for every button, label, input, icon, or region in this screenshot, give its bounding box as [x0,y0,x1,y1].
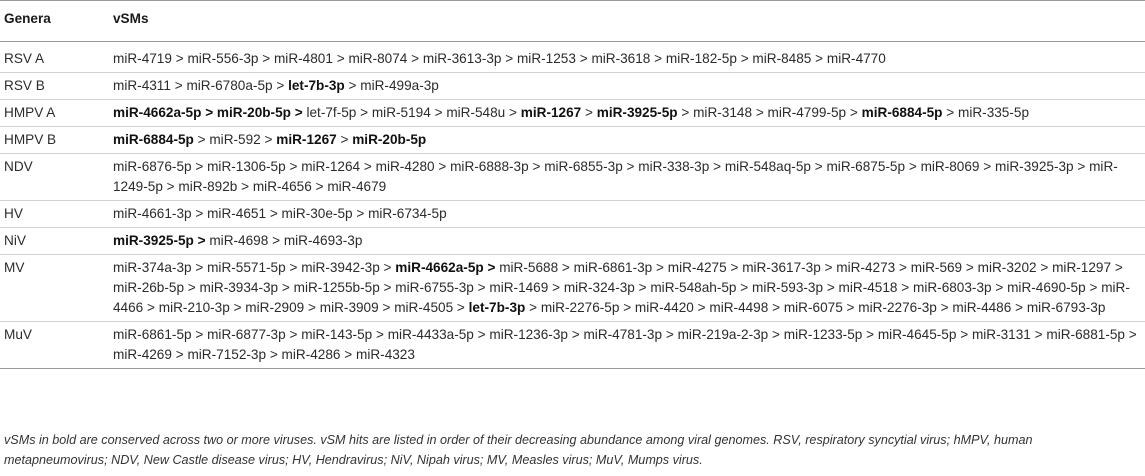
mirna-item: miR-3909 [319,300,379,315]
header-vsms: vSMs [113,1,1145,42]
mirna-item: miR-4518 [838,280,898,295]
mirna-item: miR-30e-5p [281,206,353,221]
table-row [0,73,1145,100]
order-separator: > [197,233,206,248]
order-separator: > [532,159,541,174]
mirna-item: miR-499a-3p [360,78,439,93]
mirna-item: miR-6793-3p [1026,300,1106,315]
mirna-item: miR-1297 [1052,260,1112,275]
order-separator: > [269,206,278,221]
order-separator: > [561,260,570,275]
order-separator: > [571,327,580,342]
order-separator: > [1015,300,1024,315]
mirna-item: miR-569 [910,260,963,275]
order-separator: > [241,179,250,194]
mirna-item: miR-4656 [252,179,312,194]
mirna-item: miR-6884-5p [861,105,943,120]
mirna-item: miR-4505 [394,300,454,315]
order-separator: > [713,159,722,174]
mirna-item: miR-4275 [667,260,727,275]
mirna-item: miR-324-3p [563,280,635,295]
genus-cell: RSV B [0,73,113,100]
vsm-list-cell [113,228,1145,255]
vsm-list-cell [113,42,1145,73]
order-separator: > [205,105,214,120]
mirna-item: miR-4645-5p [877,327,957,342]
order-separator: > [505,51,514,66]
mirna-item: miR-8074 [348,51,408,66]
mirna-item: miR-5571-5p [207,260,286,275]
order-separator: > [681,105,690,120]
mirna-item: miR-1267 [520,105,582,120]
order-separator: > [356,206,365,221]
order-separator: > [477,280,486,295]
mirna-item: miR-556-3p [187,51,259,66]
order-separator: > [438,159,447,174]
mirna-item: miR-7152-3p [187,347,267,362]
mirna-item: miR-4770 [826,51,886,66]
order-separator: > [552,280,561,295]
order-separator: > [1077,159,1086,174]
mirna-item: let-7f-5p [306,105,357,120]
order-separator: > [846,300,855,315]
table-row [0,154,1145,201]
order-separator: > [901,280,910,295]
order-separator: > [908,159,917,174]
order-separator: > [344,347,353,362]
order-separator: > [940,300,949,315]
order-separator: > [654,51,663,66]
mirna-item: miR-4698 [209,233,269,248]
order-separator: > [772,300,781,315]
mirna-item: miR-6876-5p [113,159,192,174]
order-separator: > [626,159,635,174]
order-separator: > [826,280,835,295]
mirna-item: miR-2909 [245,300,305,315]
vsm-list-cell [113,201,1145,228]
order-separator: > [175,347,184,362]
order-separator: > [697,300,706,315]
order-separator: > [995,280,1004,295]
mirna-item: miR-4719 [113,51,172,66]
mirna-item: miR-6855-3p [544,159,623,174]
mirna-item: miR-4466 [113,280,1130,315]
mirna-item: miR-6780a-5p [186,78,273,93]
order-separator: > [814,159,823,174]
order-separator: > [336,51,345,66]
mirna-item: miR-3131 [971,327,1031,342]
vsm-list-cell [113,100,1145,127]
genus-cell: HMPV A [0,100,113,127]
mirna-item: miR-3613-3p [422,51,502,66]
mirna-item: miR-4662a-5p [395,260,484,275]
order-separator: > [815,51,824,66]
order-separator: > [411,51,420,66]
order-separator: > [983,159,992,174]
genus-cell: HV [0,201,113,228]
mirna-item: miR-4280 [375,159,435,174]
mirna-item: miR-6884-5p [113,132,194,147]
order-separator: > [1128,327,1137,342]
mirna-item: miR-3618 [591,51,651,66]
mirna-item: miR-1469 [489,280,549,295]
table-row [0,201,1145,228]
order-separator: > [434,105,443,120]
vsm-list-cell [113,154,1145,201]
order-separator: > [585,105,593,120]
order-separator: > [147,300,155,315]
mirna-item: miR-374a-3p [113,260,192,275]
mirna-item: miR-26b-5p [113,280,185,295]
mirna-item: miR-2276-3p [858,300,937,315]
order-separator: > [195,260,204,275]
mirna-item: miR-4662a-5p [113,105,202,120]
mirna-item: miR-548u [446,105,506,120]
vsm-list-cell [113,127,1145,154]
table-row [0,42,1145,73]
mirna-item: miR-3617-3p [742,260,821,275]
mirna-item: miR-1255b-5p [293,280,380,295]
mirna-item: miR-6861-5p [113,327,192,342]
order-separator: > [269,347,278,362]
order-separator: > [264,132,273,147]
mirna-item: miR-6075 [783,300,843,315]
order-separator: > [348,78,357,93]
mirna-item: miR-3925-5p [596,105,678,120]
order-separator: > [340,132,349,147]
mirna-item: miR-143-5p [301,327,373,342]
mirna-item: miR-3925-3p [995,159,1074,174]
table-footnote: vSMs in bold are conserved across two or more viruses. vSM hits are listed in order of their decreasing abundance among viral genomes. RSV, respiratory syncytial virus; hMPV, human metapneumovirus; NDV, New Castle disease virus; HV, Hendravirus; NiV, Nipah virus; MV, Measles virus; MuV, Mumps virus. [4,433,1033,467]
mirna-item: miR-335-5p [958,105,1030,120]
mirna-item: miR-6803-3p [913,280,992,295]
order-separator: > [772,327,780,342]
mirna-item: miR-4651 [207,206,267,221]
mirna-item: miR-1233-5p [783,327,863,342]
order-separator: > [294,105,303,120]
order-separator: > [174,78,183,93]
order-separator: > [1040,260,1049,275]
mirna-item: miR-4693-3p [283,233,363,248]
mirna-item: let-7b-3p [288,78,345,93]
table-row [0,322,1145,369]
mirna-item: miR-4286 [281,347,341,362]
mirna-item: miR-6875-5p [826,159,906,174]
order-separator: > [638,280,647,295]
order-separator: > [529,300,538,315]
mirna-item: miR-1267 [276,132,337,147]
mirna-item: miR-338-3p [638,159,710,174]
order-separator: > [308,300,316,315]
order-separator: > [487,260,496,275]
mirna-item: miR-4273 [836,260,896,275]
order-separator: > [363,159,372,174]
mirna-item: miR-210-3p [158,300,230,315]
mirna-item: miR-1236-3p [489,327,568,342]
order-separator: > [899,260,907,275]
mirna-item: miR-4311 [113,78,171,93]
mirna-item: miR-6755-3p [395,280,474,295]
table-body [0,42,1145,369]
order-separator: > [197,132,206,147]
header-row [0,1,1145,42]
order-separator: > [383,280,392,295]
order-separator: > [289,159,298,174]
mirna-item: miR-4781-3p [583,327,663,342]
mirna-item: miR-548aq-5p [724,159,811,174]
order-separator: > [965,260,974,275]
order-separator: > [623,300,632,315]
order-separator: > [276,78,285,93]
table-row [0,100,1145,127]
genus-cell: MuV [0,322,113,369]
order-separator: > [382,300,391,315]
table-row [0,127,1145,154]
mirna-item: miR-182-5p [665,51,737,66]
order-separator: > [195,327,204,342]
order-separator: > [509,105,517,120]
vsm-list-cell [113,73,1145,100]
mirna-item: miR-8069 [920,159,980,174]
mirna-item: miR-1306-5p [207,159,286,174]
mirna-item: miR-593-3p [752,280,824,295]
mirna-item: miR-2276-5p [540,300,620,315]
table-row [0,255,1145,322]
mirna-item: miR-4801 [273,51,333,66]
order-separator: > [866,327,875,342]
mirna-item: miR-6881-5p [1046,327,1125,342]
order-separator: > [740,280,749,295]
genus-cell: NiV [0,228,113,255]
mirna-item: miR-4799-5p [767,105,847,120]
mirna-item: miR-4323 [356,347,415,362]
mirna-item: miR-8485 [752,51,812,66]
mirna-item: miR-20b-5p [352,132,427,147]
mirna-item: miR-6877-3p [207,327,286,342]
mirna-item: miR-5194 [371,105,431,120]
order-separator: > [272,233,281,248]
order-separator: > [730,260,739,275]
order-separator: > [166,179,175,194]
mirna-item: miR-5688 [499,260,559,275]
order-separator: > [289,260,298,275]
mirna-item: miR-892b [178,179,238,194]
header-genera: Genera [0,1,113,42]
order-separator: > [755,105,764,120]
mirna-item: miR-4679 [327,179,387,194]
order-separator: > [175,51,184,66]
mirna-item: miR-4498 [709,300,769,315]
order-separator: > [233,300,242,315]
genus-cell: RSV A [0,42,113,73]
order-separator: > [477,327,486,342]
mirna-item: miR-4269 [113,347,172,362]
vsm-list-cell [113,322,1145,369]
mirna-item: miR-20b-5p [216,105,291,120]
order-separator: > [187,280,196,295]
mirna-item: miR-4433a-5p [387,327,474,342]
order-separator: > [740,51,749,66]
order-separator: > [1089,280,1098,295]
mirna-item: miR-6888-3p [450,159,529,174]
mirna-item: miR-6734-5p [368,206,447,221]
genus-cell: HMPV B [0,127,113,154]
mirna-item: miR-1253 [516,51,576,66]
order-separator: > [262,51,271,66]
order-separator: > [665,327,674,342]
order-separator: > [289,327,298,342]
mirna-item: miR-3148 [693,105,753,120]
mirna-item: miR-219a-2-3p [677,327,769,342]
mirna-item: miR-1249-5p [113,159,1118,194]
order-separator: > [315,179,324,194]
genus-cell: MV [0,255,113,322]
order-separator: > [824,260,833,275]
order-separator: > [849,105,858,120]
mirna-item: miR-3202 [977,260,1037,275]
order-separator: > [656,260,664,275]
mirna-item: miR-1264 [301,159,361,174]
order-separator: > [1034,327,1043,342]
order-separator: > [579,51,588,66]
mirna-item: miR-6861-3p [573,260,653,275]
mirna-item: miR-4690-5p [1007,280,1086,295]
mirna-item: miR-4661-3p [113,206,192,221]
mirna-item: miR-3942-3p [301,260,380,275]
mirna-item: miR-548ah-5p [650,280,737,295]
mirna-item: let-7b-3p [468,300,526,315]
order-separator: > [960,327,969,342]
order-separator: > [456,300,465,315]
order-separator: > [195,159,204,174]
mirna-item: miR-3925-5p [113,233,194,248]
mirna-item: miR-592 [209,132,261,147]
mirna-item: miR-4486 [952,300,1012,315]
order-separator: > [360,105,369,120]
vsm-list-cell [113,255,1145,322]
mirna-item: miR-3934-3p [199,280,279,295]
order-separator: > [195,206,204,221]
order-separator: > [383,260,392,275]
table-row [0,228,1145,255]
order-separator: > [281,280,290,295]
order-separator: > [1114,260,1123,275]
genus-cell: NDV [0,154,113,201]
order-separator: > [946,105,955,120]
mirna-item: miR-4420 [634,300,694,315]
order-separator: > [375,327,384,342]
